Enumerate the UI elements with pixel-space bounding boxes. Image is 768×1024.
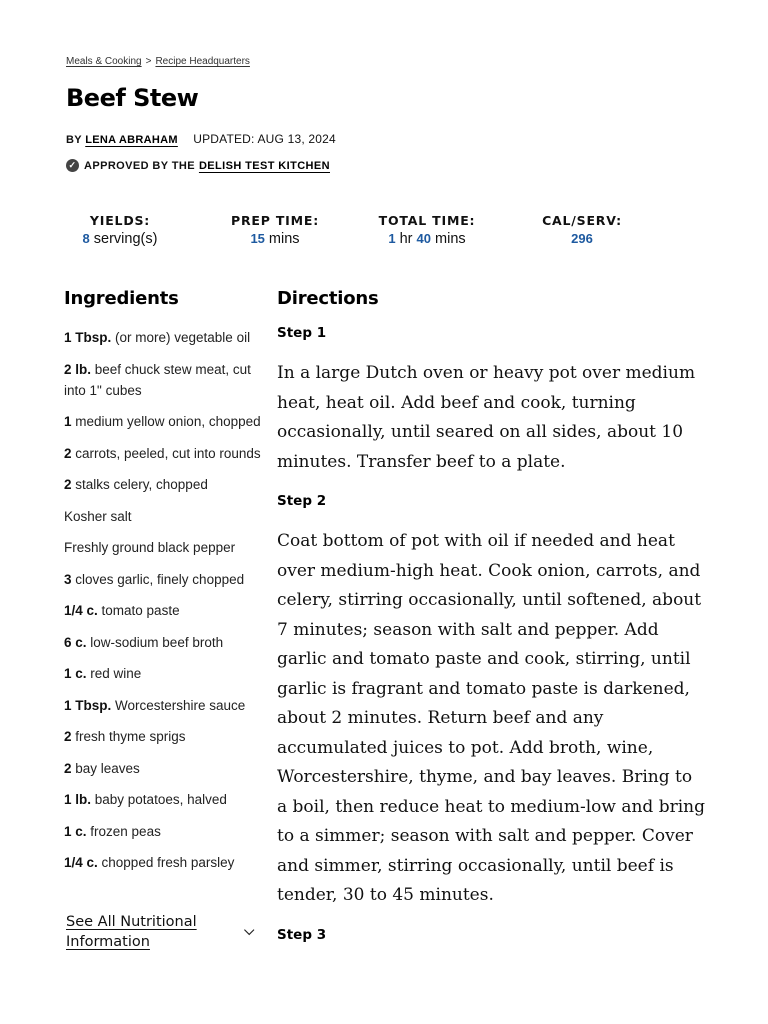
ingredient-item [64,695,264,716]
ingredient-item [64,474,264,495]
approved-badge [66,159,330,172]
ingredients-heading: Ingredients [64,288,179,309]
stat-total-time [372,213,482,247]
stat-total-hr-unit: hr [395,231,417,247]
ingredient-text: beef chuck stew meat, cut into 1" cubes [64,361,251,398]
ingredient-amount: 1/4 c. [64,855,98,870]
ingredient-text: Worcestershire sauce [111,697,246,713]
stat-total-label: TOTAL TIME: [378,213,476,228]
step-label: Step 2 [277,493,327,509]
ingredient-amount: 6 c. [64,634,87,650]
stat-cal-value [532,231,632,247]
step-text: In a large Dutch oven or heavy pot over medium heat, heat oil. Add beef and cook, turning occasionally, until seared on all sides, about 10 minutes. Transfer beef to a plate. [277,363,696,472]
ingredient-item [64,443,264,464]
breadcrumb-meals-cooking[interactable]: Meals & Cooking [66,56,142,67]
directions-section [277,288,707,943]
ingredient-text: Freshly ground black pepper [64,540,236,555]
stat-prep-time [220,213,330,247]
ingredient-text: baby potatoes, halved [91,792,227,807]
stat-yields-number: 8 [82,231,90,246]
ingredient-amount: 2 lb. [64,361,92,377]
breadcrumb-separator: > [145,56,152,67]
ingredient-text: fresh thyme sprigs [71,729,186,744]
ingredient-text: frozen peas [86,823,161,839]
ingredient-item [64,600,264,621]
direction-step-1 [277,325,707,477]
chevron-down-icon[interactable] [242,923,256,941]
ingredient-amount: 1/4 c. [64,603,98,618]
stat-total-minutes: 40 [416,231,431,246]
updated-date: UPDATED: AUG 13, 2024 [193,132,336,146]
ingredient-item [64,726,264,747]
ingredient-text: tomato paste [97,603,180,618]
ingredient-amount: 1 lb. [64,792,92,807]
check-badge-icon: ✓ [66,159,79,172]
ingredient-text: chopped fresh parsley [97,855,235,870]
ingredients-list [64,327,264,873]
ingredient-text: carrots, peeled, cut into rounds [71,445,261,461]
nutrition-link[interactable]: See All Nutritional Information [66,914,197,950]
ingredient-text: Kosher salt [64,508,132,524]
stat-total-hours: 1 [388,231,396,246]
directions-heading: Directions [277,288,379,309]
ingredient-item [64,359,264,401]
approved-prefix: APPROVED BY THE [84,159,195,172]
ingredient-amount: 2 [64,760,72,776]
ingredient-item [64,821,264,842]
stat-cal-label: CAL/SERV: [542,213,622,228]
breadcrumb-recipe-headquarters[interactable]: Recipe Headquarters [155,56,250,67]
ingredient-amount: 2 [64,477,72,492]
ingredient-text: (or more) vegetable oil [111,330,251,345]
page-title: Beef Stew [66,84,199,112]
ingredient-text: medium yellow onion, chopped [71,414,261,429]
ingredient-amount: 2 [64,729,72,744]
ingredient-item [64,411,264,432]
breadcrumb [66,56,250,67]
ingredient-item [64,506,264,527]
stat-prep-value [220,231,330,247]
ingredient-item [64,758,264,779]
ingredient-text: cloves garlic, finely chopped [71,571,245,587]
ingredients-section [64,288,264,884]
ingredient-amount: 1 c. [64,823,87,839]
ingredient-text: low-sodium beef broth [86,634,224,650]
stat-total-min-unit: mins [431,231,466,247]
step-label: Step 3 [277,926,327,943]
stat-yields-value [70,231,170,247]
author-link[interactable]: LENA ABRAHAM [85,134,178,146]
ingredient-text: stalks celery, chopped [71,477,208,492]
step-text: Coat bottom of pot with oil if needed and heat over medium-high heat. Cook onion, carrots, and celery, stirring occasionally, until softened, about 7 minutes; season with salt and pepper. Add garlic and tomato paste and cook, stirring, until garlic is fragrant and tomato paste is darkened, about 2 minutes. Return beef and any accumulated juices to pot. Add broth, wine, Worcestershire, thyme, and bay leaves. Bring to a boil, then reduce heat to medium-low and bring to a simmer; season with salt and pepper. Cover and simmer, stirring occasionally, until beef is tender, 30 to 45 minutes. [277,531,705,905]
nutrition-toggle[interactable] [66,912,256,952]
ingredient-item [64,632,264,653]
ingredient-amount: 1 c. [64,666,87,681]
stat-yields [70,213,170,247]
ingredient-text: bay leaves [71,760,140,776]
stat-yields-label: YIELDS: [89,213,151,228]
step-label: Step 1 [277,325,327,341]
stat-prep-unit: mins [264,231,300,247]
ingredient-amount: 3 [64,571,72,587]
stat-yields-unit: serving(s) [89,231,158,247]
ingredient-amount: 1 Tbsp. [64,697,112,713]
byline-by: BY [66,134,82,146]
recipe-stats [66,213,666,253]
ingredient-item [64,852,264,873]
ingredient-item [64,537,264,558]
stat-calories [532,213,632,247]
ingredient-item [64,663,264,684]
stat-cal-number: 296 [571,231,593,246]
direction-step-3 [277,927,707,943]
stat-prep-label: PREP TIME: [231,213,319,228]
ingredient-amount: 1 Tbsp. [64,330,112,345]
stat-prep-number: 15 [250,231,265,246]
direction-step-2 [277,493,707,911]
ingredient-amount: 1 [64,414,72,429]
ingredient-amount: 2 [64,445,72,461]
ingredient-item [64,569,264,590]
ingredient-item [64,327,264,348]
byline [66,132,336,146]
test-kitchen-link[interactable]: DELISH TEST KITCHEN [198,159,330,172]
ingredient-text: red wine [86,666,142,681]
ingredient-item [64,789,264,810]
stat-total-value [372,231,482,247]
